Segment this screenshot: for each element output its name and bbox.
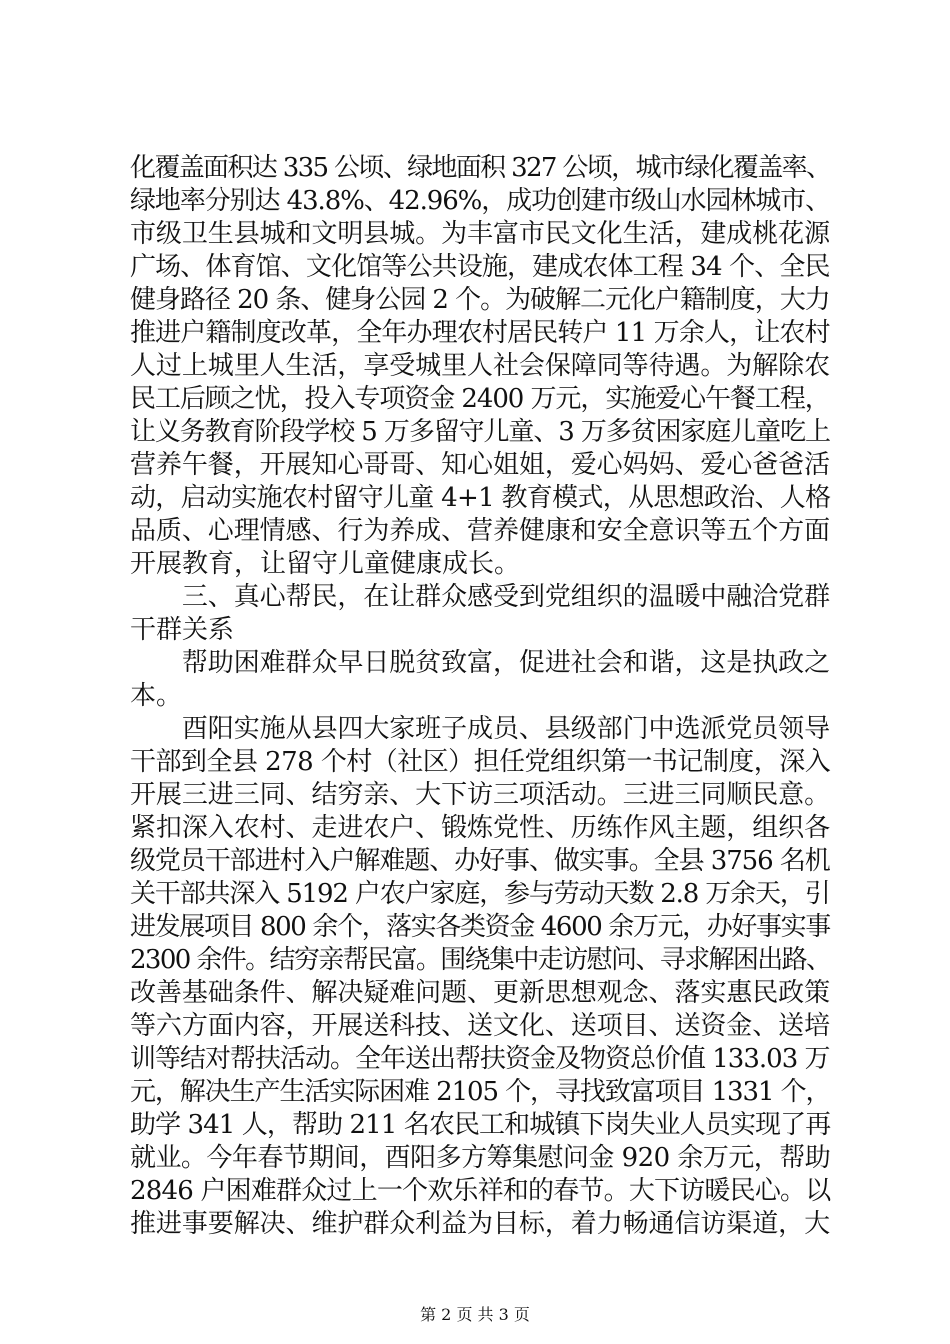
text-line: 助学 341 人，帮助 211 名农民工和城镇下岗失业人员实现了再 bbox=[130, 1110, 831, 1140]
text-line: 推进事要解决、维护群众利益为目标，着力畅通信访渠道，大 bbox=[130, 1209, 831, 1239]
text-line: 开展三进三同、结穷亲、大下访三项活动。三进三同顺民意。 bbox=[130, 780, 831, 810]
text-line: 进发展项目 800 余个，落实各类资金 4600 余万元，办好事实事 bbox=[130, 912, 830, 942]
text-line: 人过上城里人生活，享受城里人社会保障同等待遇。为解除农 bbox=[130, 351, 831, 381]
document-body bbox=[130, 152, 830, 1241]
section-heading-line: 三、真心帮民，在让群众感受到党组织的温暖中融洽党群 bbox=[130, 582, 831, 612]
text-line: 紧扣深入农村、走进农户、锻炼党性、历练作风主题，组织各 bbox=[130, 813, 831, 843]
text-line: 推进户籍制度改革，全年办理农村居民转户 11 万余人，让农村 bbox=[130, 318, 830, 348]
text-line: 等六方面内容，开展送科技、送文化、送项目、送资金、送培 bbox=[130, 1011, 831, 1041]
text-line: 2846 户困难群众过上一个欢乐祥和的春节。大下访暖民心。以 bbox=[130, 1176, 831, 1206]
text-line: 关干部共深入 5192 户农户家庭，参与劳动天数 2.8 万余天，引 bbox=[130, 879, 830, 909]
text-line: 绿地率分别达 43.8%、42.96%，成功创建市级山水园林城市、 bbox=[130, 186, 830, 216]
text-line: 民工后顾之忧，投入专项资金 2400 万元，实施爱心午餐工程， bbox=[130, 384, 830, 414]
text-line: 训等结对帮扶活动。全年送出帮扶资金及物资总价值 133.03 万 bbox=[130, 1044, 830, 1074]
text-line: 2300 余件。结穷亲帮民富。围绕集中走访慰问、寻求解困出路、 bbox=[130, 945, 831, 975]
text-line: 元，解决生产生活实际困难 2105 个，寻找致富项目 1331 个， bbox=[130, 1077, 831, 1107]
text-line: 干部到全县 278 个村（社区）担任党组织第一书记制度，深入 bbox=[130, 747, 831, 777]
text-line: 市级卫生县城和文明县城。为丰富市民文化生活，建成桃花源 bbox=[130, 219, 831, 249]
text-line: 品质、心理情感、行为养成、营养健康和安全意识等五个方面 bbox=[130, 516, 831, 546]
text-line: 让义务教育阶段学校 5 万多留守儿童、3 万多贫困家庭儿童吃上 bbox=[130, 417, 830, 447]
text-line: 改善基础条件、解决疑难问题、更新思想观念、落实惠民政策 bbox=[130, 978, 831, 1008]
text-line: 开展教育，让留守儿童健康成长。 bbox=[130, 549, 521, 579]
page-footer: 第 2 页 共 3 页 bbox=[420, 1305, 530, 1324]
text-line: 广场、体育馆、文化馆等公共设施，建成农体工程 34 个、全民 bbox=[130, 252, 830, 282]
text-line: 化覆盖面积达 335 公顷、绿地面积 327 公顷，城市绿化覆盖率、 bbox=[130, 153, 831, 183]
text-line: 营养午餐，开展知心哥哥、知心姐姐，爱心妈妈、爱心爸爸活 bbox=[130, 450, 831, 480]
text-line: 本。 bbox=[130, 681, 183, 711]
text-line: 级党员干部进村入户解难题、办好事、做实事。全县 3756 名机 bbox=[130, 846, 830, 876]
text-line: 健身路径 20 条、健身公园 2 个。为破解二元化户籍制度，大力 bbox=[130, 285, 830, 315]
text-line: 帮助困难群众早日脱贫致富，促进社会和谐，这是执政之 bbox=[130, 648, 831, 678]
text-line: 酉阳实施从县四大家班子成员、县级部门中选派党员领导 bbox=[130, 714, 831, 744]
text-line: 动，启动实施农村留守儿童 4+1 教育模式，从思想政治、人格 bbox=[130, 483, 831, 513]
text-line: 就业。今年春节期间，酉阳多方筹集慰问金 920 余万元，帮助 bbox=[130, 1143, 831, 1173]
section-heading-line: 干群关系 bbox=[130, 615, 235, 645]
